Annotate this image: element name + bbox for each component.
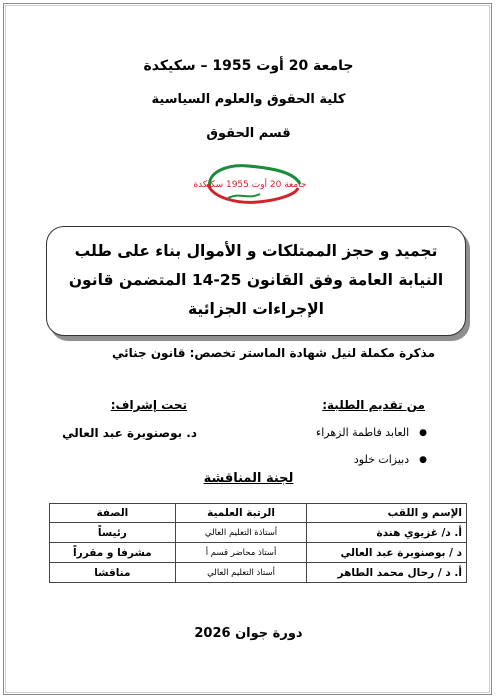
supervision-heading: تحت إشراف:: [110, 398, 187, 412]
title-line-1: تجميد و حجز الممتلكات و الأموال بناء على طلب: [74, 242, 438, 260]
logo-text: جامعة 20 أوت 1955 سكيكدة: [193, 180, 307, 190]
university-name: جامعة 20 أوت 1955 – سكيكدة: [143, 58, 354, 74]
thesis-title-box: [46, 226, 466, 336]
list-item: ●دبيزات خلود: [316, 451, 427, 478]
header-name: الإسم و اللقب: [307, 504, 467, 523]
header-rank: الرتبة العلمية: [175, 504, 307, 523]
table-header-row: [50, 504, 467, 523]
bullet-icon: ●: [419, 455, 427, 465]
title-line-2: النيابة العامة وفق القانون 25-14 المتضمن قانون: [68, 271, 444, 289]
committee-title: لجنة المناقشة: [203, 471, 294, 486]
faculty-name: كلية الحقوق والعلوم السياسية: [151, 92, 346, 107]
table-row: د / بوصنوبرة عبد العالي أستاذ محاضر قسم أ مشرفا و مقرراً: [50, 543, 467, 563]
title-line-3: الإجراءات الجزائية: [188, 300, 324, 318]
session-date: دورة جوان 2026: [194, 626, 303, 641]
committee-table: [49, 503, 467, 583]
header-role: الصفة: [50, 504, 176, 523]
students-heading: من تقديم الطلبة:: [322, 398, 425, 412]
department-name: قسم الحقوق: [206, 126, 291, 141]
supervisor-name: د. بوصنوبرة عبد العالي: [62, 426, 197, 440]
table-row: أ. د / رحال محمد الطاهر أستاذ التعليم العالي مناقشا: [50, 563, 467, 583]
degree-subtitle: مذكرة مكملة لنيل شهادة الماستر تخصص: قانون جنائي: [111, 346, 435, 360]
table-row: أ. د/ غزيوي هندة أستاذة التعليم العالي رئيساً: [50, 523, 467, 543]
students-list: [316, 424, 427, 478]
university-logo: [188, 158, 308, 208]
bullet-icon: ●: [419, 428, 427, 438]
list-item: ●العابد فاطمة الزهراء: [316, 424, 427, 451]
